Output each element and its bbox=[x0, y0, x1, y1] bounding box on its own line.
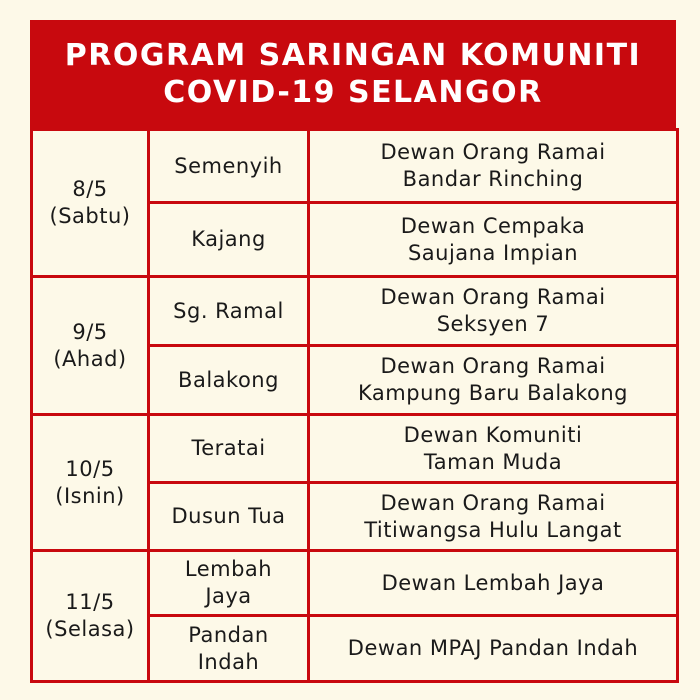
table-row bbox=[32, 415, 678, 483]
schedule-poster bbox=[30, 20, 676, 678]
venue-line-1: Dewan Orang Ramai bbox=[380, 140, 606, 164]
area-cell bbox=[149, 203, 309, 277]
venue-cell bbox=[309, 551, 678, 616]
venue-line-1: Dewan Lembah Jaya bbox=[381, 570, 605, 595]
area-label: Teratai bbox=[191, 436, 266, 460]
table-row bbox=[32, 277, 678, 346]
venue-line-1: Dewan Komuniti bbox=[403, 422, 583, 447]
date-label: 9/5 bbox=[72, 319, 108, 344]
area-cell bbox=[149, 616, 309, 682]
area-cell bbox=[149, 130, 309, 203]
area-cell bbox=[149, 346, 309, 415]
date-cell bbox=[32, 551, 149, 682]
area-cell bbox=[149, 415, 309, 483]
venue-line-2: Bandar Rinching bbox=[402, 167, 584, 191]
area-cell bbox=[149, 277, 309, 346]
venue-cell bbox=[309, 346, 678, 415]
date-cell bbox=[32, 415, 149, 551]
venue-cell bbox=[309, 203, 678, 277]
venue-line-1: Dewan Orang Ramai bbox=[380, 285, 606, 309]
venue-cell bbox=[309, 483, 678, 551]
area-cell bbox=[149, 551, 309, 616]
area-line-2: Jaya bbox=[205, 584, 252, 608]
date-label: 11/5 bbox=[65, 590, 115, 614]
venue-line-1: Dewan Orang Ramai bbox=[380, 354, 606, 378]
venue-line-2: Taman Muda bbox=[423, 449, 563, 474]
area-label: Sg. Ramal bbox=[173, 298, 284, 323]
venue-line-1: Dewan MPAJ Pandan Indah bbox=[347, 636, 639, 660]
venue-cell bbox=[309, 277, 678, 346]
day-label: (Sabtu) bbox=[49, 204, 131, 228]
venue-line-1: Dewan Cempaka bbox=[400, 213, 586, 238]
area-label: Semenyih bbox=[174, 153, 283, 178]
day-label: (Ahad) bbox=[53, 346, 127, 371]
venue-cell bbox=[309, 130, 678, 203]
date-label: 10/5 bbox=[65, 456, 115, 481]
venue-cell bbox=[309, 616, 678, 682]
date-label: 8/5 bbox=[72, 177, 108, 201]
title-line-1: PROGRAM SARINGAN KOMUNITI bbox=[64, 38, 642, 73]
date-cell bbox=[32, 130, 149, 277]
venue-line-2: Seksyen 7 bbox=[436, 312, 550, 336]
area-line-1: Lembah bbox=[184, 557, 273, 581]
table-row bbox=[32, 130, 678, 203]
area-line-1: Pandan bbox=[188, 622, 269, 647]
venue-line-2: Titiwangsa Hulu Langat bbox=[364, 517, 622, 542]
area-line-2: Indah bbox=[197, 649, 260, 674]
day-label: (Selasa) bbox=[45, 617, 135, 641]
poster-header bbox=[30, 20, 676, 128]
schedule-table bbox=[30, 128, 679, 683]
area-cell bbox=[149, 483, 309, 551]
area-label: Dusun Tua bbox=[171, 504, 286, 528]
table-row bbox=[32, 551, 678, 616]
venue-line-1: Dewan Orang Ramai bbox=[380, 490, 606, 515]
venue-line-2: Kampung Baru Balakong bbox=[358, 381, 628, 405]
area-label: Kajang bbox=[191, 227, 266, 251]
venue-line-2: Saujana Impian bbox=[407, 240, 579, 265]
title-line-2: COVID-19 SELANGOR bbox=[163, 75, 543, 110]
date-cell bbox=[32, 277, 149, 415]
area-label: Balakong bbox=[178, 367, 279, 392]
venue-cell bbox=[309, 415, 678, 483]
day-label: (Isnin) bbox=[55, 483, 125, 508]
